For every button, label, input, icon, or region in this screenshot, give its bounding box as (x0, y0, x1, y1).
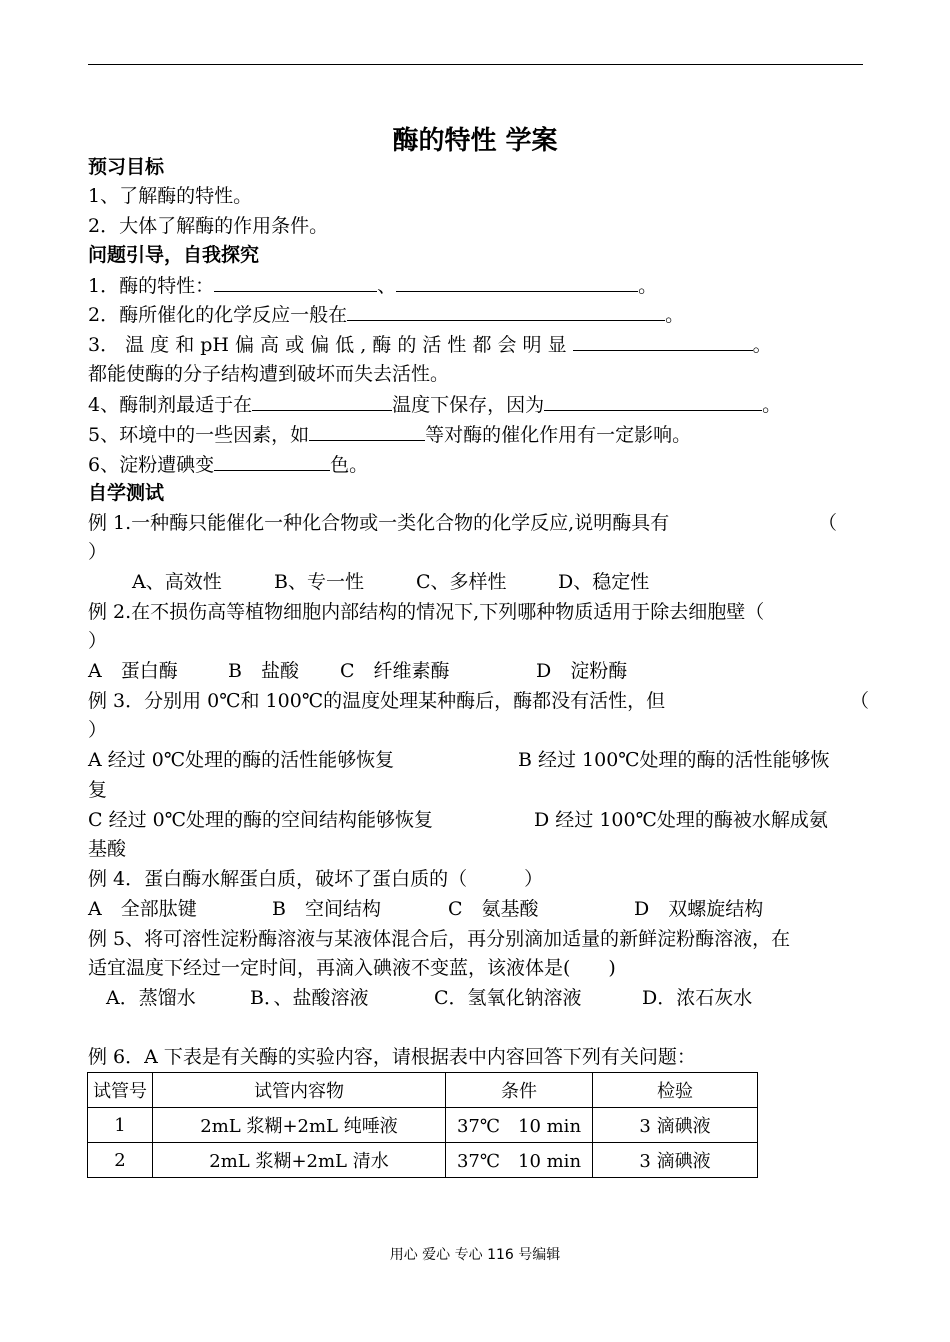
example-2-option-a[interactable]: A 蛋白酶 (88, 660, 178, 682)
example-5-option-c[interactable]: C．氢氧化钠溶液 (434, 987, 582, 1009)
table-cell: 37℃ 10 min (446, 1108, 593, 1143)
example-1-paren-close: ） (88, 541, 108, 563)
page-title: 酶的特性 学案 (392, 126, 558, 156)
question-1-separator: 、 (377, 275, 397, 297)
table-cell: 3 滴碘液 (593, 1143, 758, 1178)
table-cell: 3 滴碘液 (593, 1108, 758, 1143)
question-6-blank[interactable] (214, 452, 330, 471)
question-4-text: 4、酶制剂最适于在 (88, 394, 253, 416)
example-5-option-a[interactable]: A．蒸馏水 (106, 987, 196, 1009)
example-1-text: 例 1.一种酶只能催化一种化合物或一类化合物的化学反应,说明酶具有 (88, 512, 670, 534)
table-header-cell: 检验 (593, 1073, 758, 1108)
example-3-options-cd (88, 808, 868, 832)
example-5-option-d[interactable]: D．浓石灰水 (642, 987, 753, 1009)
question-4 (88, 392, 868, 417)
example-3-option-b-continued: 复 (88, 779, 108, 801)
example-3-option-b[interactable]: B 经过 100℃处理的酶的活性能够恢 (518, 749, 830, 771)
example-3-option-d-continued: 基酸 (88, 838, 127, 860)
table-cell: 2mL 浆糊+2mL 清水 (153, 1143, 446, 1178)
example-3-option-a[interactable]: A 经过 0℃处理的酶的活性能够恢复 (88, 749, 395, 771)
table-header-cell: 试管号 (88, 1073, 153, 1108)
example-2-option-b[interactable]: B 盐酸 (228, 660, 299, 682)
page-footer: 用心 爱心 专心 116 号编辑 (389, 1247, 561, 1263)
question-1-end: 。 (638, 275, 658, 297)
example-3-stem (88, 689, 868, 713)
preview-item-1: 1、了解酶的特性。 (88, 185, 253, 207)
question-5-text: 5、环境中的一些因素，如 (88, 424, 310, 446)
section-heading-guide: 问题引导，自我探究 (88, 244, 260, 266)
table-row (88, 1143, 758, 1178)
question-6-text: 6、淀粉遭碘变 (88, 454, 215, 476)
question-4-middle: 温度下保存，因为 (392, 394, 545, 416)
table-cell: 37℃ 10 min (446, 1143, 593, 1178)
example-1-paren-open: （ (818, 512, 838, 534)
question-2-end: 。 (665, 304, 685, 326)
table-header-cell: 条件 (446, 1073, 593, 1108)
example-6-stem: 例 6．A 下表是有关酶的实验内容，请根据表中内容回答下列有关问题： (88, 1046, 696, 1068)
question-3-text: 3． 温 度 和 pH 偏 高 或 偏 低 , 酶 的 活 性 都 会 明 显 (88, 334, 567, 356)
example-4-option-b[interactable]: B 空间结构 (272, 898, 381, 920)
question-3-end: 。 (752, 334, 772, 356)
experiment-table (87, 1072, 758, 1178)
question-3 (88, 332, 868, 357)
example-2-stem: 例 2.在不损伤高等植物细胞内部结构的情况下,下列哪种物质适用于除去细胞壁（ (88, 601, 765, 623)
question-2-blank[interactable] (347, 302, 665, 321)
question-4-blank-1[interactable] (252, 392, 392, 411)
example-4-option-d[interactable]: D 双螺旋结构 (634, 898, 764, 920)
example-3-option-d[interactable]: D 经过 100℃处理的酶被水解成氨 (534, 809, 828, 831)
preview-item-2: 2．大体了解酶的作用条件。 (88, 215, 329, 237)
table-row (88, 1108, 758, 1143)
example-5-stem: 例 5、将可溶性淀粉酶溶液与某液体混合后，再分别滴加适量的新鲜淀粉酶溶液，在 (88, 928, 791, 950)
question-4-end: 。 (762, 394, 782, 416)
example-2-option-d[interactable]: D 淀粉酶 (536, 660, 628, 682)
example-3-options-ab (88, 748, 868, 772)
example-3-paren-open: （ (850, 690, 870, 712)
example-1-option-d[interactable]: D、稳定性 (558, 571, 650, 593)
table-cell: 1 (88, 1108, 153, 1143)
question-1-blank-1[interactable] (214, 273, 377, 292)
section-heading-test: 自学测试 (88, 482, 165, 504)
example-3-text: 例 3．分别用 0℃和 100℃的温度处理某种酶后，酶都没有活性，但 (88, 690, 666, 712)
example-5-stem-continued: 适宜温度下经过一定时间，再滴入碘液不变蓝，该液体是( ) (88, 957, 616, 979)
table-header-row (88, 1073, 758, 1108)
question-1 (88, 273, 868, 298)
example-4-option-c[interactable]: C 氨基酸 (448, 898, 539, 920)
question-1-text: 1．酶的特性： (88, 275, 215, 297)
header-rule (88, 64, 863, 65)
example-4-option-a[interactable]: A 全部肽键 (88, 898, 197, 920)
example-2-option-c[interactable]: C 纤维素酶 (340, 660, 450, 682)
question-3-continued: 都能使酶的分子结构遭到破坏而失去活性。 (88, 363, 450, 385)
question-3-blank[interactable] (573, 332, 753, 351)
example-3-paren-close: ） (88, 719, 108, 741)
example-1-option-b[interactable]: B、专一性 (274, 571, 364, 593)
example-5-option-b[interactable]: B．、盐酸溶液 (250, 987, 369, 1009)
example-1-option-a[interactable]: A、高效性 (132, 571, 222, 593)
question-5 (88, 422, 868, 447)
table-header-cell: 试管内容物 (153, 1073, 446, 1108)
question-5-end: 等对酶的催化作用有一定影响。 (425, 424, 692, 446)
example-3-option-c[interactable]: C 经过 0℃处理的酶的空间结构能够恢复 (88, 809, 433, 831)
table-cell: 2mL 浆糊+2mL 纯唾液 (153, 1108, 446, 1143)
example-1-stem (88, 511, 868, 535)
question-2-text: 2．酶所催化的化学反应一般在 (88, 304, 348, 326)
section-heading-preview: 预习目标 (88, 156, 165, 178)
question-4-blank-2[interactable] (544, 392, 762, 411)
question-5-blank[interactable] (309, 422, 425, 441)
example-2-paren-close: ） (88, 630, 108, 652)
question-6 (88, 452, 868, 477)
question-6-end: 色。 (330, 454, 369, 476)
table-cell: 2 (88, 1143, 153, 1178)
example-4-stem: 例 4．蛋白酶水解蛋白质，破坏了蛋白质的（ ） (88, 868, 544, 890)
question-1-blank-2[interactable] (396, 273, 638, 292)
question-2 (88, 302, 868, 327)
example-1-option-c[interactable]: C、多样性 (416, 571, 507, 593)
